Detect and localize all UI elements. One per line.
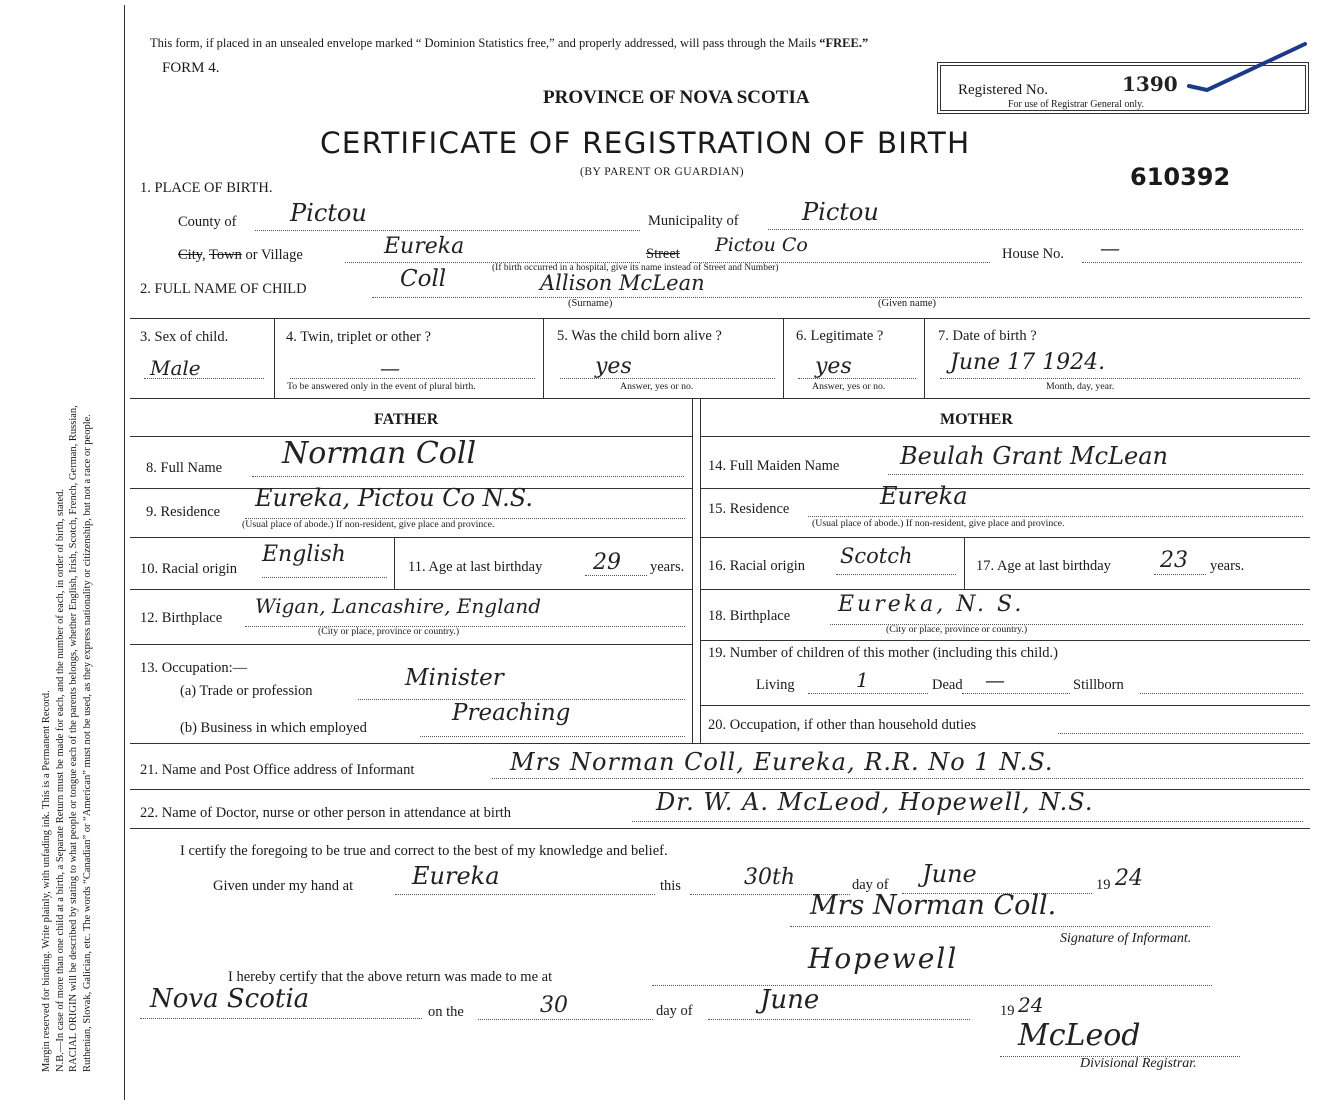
father-business: Preaching [452,700,571,726]
dob-value: June 17 1924. [950,350,1106,375]
postal-note-line [150,36,868,51]
child-surname: Coll [400,266,447,292]
dead-label: Dead [932,677,963,693]
doctor-value: Dr. W. A. McLeod, Hopewell, N.S. [656,788,1094,816]
mother-residence: Eureka [880,482,968,510]
hospital-note: (If birth occurred in a hospital, give its name instead of Street and Number) [492,263,779,273]
father-occupation-label: 13. Occupation:— [140,660,248,676]
mother-occupation-label: 20. Occupation, if other than household duties [708,717,977,733]
street-label: Street [646,246,680,262]
postal-note: This form, if placed in an unsealed envelope marked “ Dominion Statistics free,” and properly addressed, will pass through the Mails [150,36,817,50]
registrar-signature: McLeod [1018,1018,1141,1053]
street-value: Pictou Co [715,234,808,256]
given-under-label: Given under my hand at [213,878,354,894]
father-business-label: (b) Business in which employed [180,720,367,736]
city-struck: City [178,247,203,263]
registrar-day: 30 [540,993,568,1018]
twin-note: To be answered only in the event of plural birth. [287,381,476,392]
living-label: Living [756,677,795,693]
mother-children-label: 19. Number of children of this mother (including this child.) [708,645,1058,661]
cert-day: 30th [744,865,796,890]
dob-label: 7. Date of birth ? [938,328,1037,344]
father-race: English [262,542,346,567]
province-heading: PROVINCE OF NOVA SCOTIA [543,87,810,108]
mother-race-label: 16. Racial origin [708,558,806,574]
reg-day-of-label: day of [656,1003,693,1019]
father-heading: FATHER [374,411,439,428]
municipality-value: Pictou [802,198,879,226]
village-value: Eureka [384,234,465,259]
margin-note: Ruthenian, Slovak, Galician, etc. The words “Canadian” or “American” must not be used, as they express nationality or citizenship, but not a race or people. [81,414,93,1072]
cert-year-prefix: 19 [1096,877,1111,893]
sex-label: 3. Sex of child. [140,329,229,345]
house-label: House No. [1002,246,1065,262]
father-age: 29 [593,550,621,575]
father-trade: Minister [405,665,504,691]
sex-value: Male [150,356,201,380]
place-section-label: 1. PLACE OF BIRTH. [140,180,273,196]
registrar-statement: I hereby certify that the above return was made to me at [228,969,553,985]
registrar-place: Hopewell [808,942,959,975]
mother-residence-note: (Usual place of abode.) If non-resident, give place and province. [812,518,1065,529]
margin-notes [40,32,94,1072]
doctor-label: 22. Name of Doctor, nurse or other person in attendance at birth [140,805,512,821]
father-trade-label: (a) Trade or profession [180,683,313,699]
registrar-label: Divisional Registrar. [1080,1056,1197,1071]
cert-year: 24 [1115,866,1143,891]
registrar-month: June [760,985,820,1015]
informant-value: Mrs Norman Coll, Eureka, R.R. No 1 N.S. [510,748,1054,776]
certify-statement: I certify the foregoing to be true and correct to the best of my knowledge and belief. [180,843,668,859]
twin-label: 4. Twin, triplet or other ? [286,329,431,345]
given-note: (Given name) [878,298,937,309]
father-name-label: 8. Full Name [146,460,223,476]
check-mark-icon [1185,40,1315,100]
form-number: FORM 4. [162,60,220,76]
reg-year-prefix: 19 [1000,1003,1015,1019]
mother-race: Scotch [840,544,913,568]
father-age-label: 11. Age at last birthday [408,559,543,575]
mother-birthplace-note: (City or place, province or country.) [886,624,1028,635]
father-birthplace-note: (City or place, province or country.) [318,626,460,637]
mother-residence-label: 15. Residence [708,501,790,517]
twin-value: — [380,356,400,380]
on-the-label: on the [428,1004,464,1020]
living-value: 1 [856,668,869,692]
margin-note: Margin reserved for binding. Write plainly, with unfading ink. This is a Permanent Record. [41,690,52,1072]
mother-age-label: 17. Age at last birthday [976,558,1111,574]
registrar-province: Nova Scotia [150,984,310,1014]
father-residence-note: (Usual place of abode.) If non-resident, give place and province. [242,519,495,530]
father-race-label: 10. Racial origin [140,561,238,577]
father-birthplace: Wigan, Lancashire, England [255,594,542,618]
registered-label: Registered No. [958,82,1048,98]
informant-signature: Mrs Norman Coll. [810,890,1057,921]
child-given-name: Allison McLean [540,271,705,295]
legitimate-label: 6. Legitimate ? [796,328,884,344]
registrar-year: 24 [1018,993,1044,1017]
mother-heading: MOTHER [940,411,1013,428]
mother-birthplace: Eureka, N. S. [838,592,1025,617]
legitimate-note: Answer, yes or no. [812,381,886,392]
born-alive-value: yes [595,354,632,379]
father-residence-label: 9. Residence [146,504,221,520]
mother-name: Beulah Grant McLean [900,442,1168,470]
cert-month: June [922,860,977,888]
informant-label: 21. Name and Post Office address of Informant [140,762,415,778]
registered-note: For use of Registrar General only. [1008,99,1144,110]
house-value: — [1100,236,1120,260]
municipality-label: Municipality of [648,213,739,229]
mother-name-label: 14. Full Maiden Name [708,458,840,474]
serial-number: 610392 [1130,163,1231,191]
binding-line [124,5,125,1100]
dead-value: — [985,668,1005,692]
margin-note: N.B.—In case of more than one child at a birth, a Separate Return must be made for each, and the number of each, in order of birth, stated. [54,488,66,1072]
stillborn-label: Stillborn [1073,677,1124,693]
signature-label: Signature of Informant. [1060,931,1192,946]
given-place: Eureka [412,862,500,890]
day-of-label: day of [852,877,889,893]
registered-number: 1390 [1122,72,1178,96]
certificate-subtitle: (BY PARENT OR GUARDIAN) [580,166,745,178]
dob-note: Month, day, year. [1046,381,1115,392]
child-name-label: 2. FULL NAME OF CHILD [140,281,307,297]
mother-years: years. [1210,558,1245,574]
certificate-title: CERTIFICATE OF REGISTRATION OF BIRTH [320,126,971,160]
born-alive-note: Answer, yes or no. [620,381,694,392]
village-label: or Village [245,247,303,263]
town-struck: Town [209,247,242,263]
county-value: Pictou [290,199,367,227]
postal-free: “FREE.” [819,36,869,50]
margin-note: RACIAL ORIGIN will be described by stating to what people or tongue each of the parents belongs, whether English, Irish, Scotch, French, German, Russian, [68,405,80,1072]
mother-birthplace-label: 18. Birthplace [708,608,791,624]
born-alive-label: 5. Was the child born alive ? [557,328,722,344]
county-label: County of [178,214,237,230]
father-name: Norman Coll [282,436,477,471]
this-label: this [660,878,681,894]
mother-age: 23 [1160,548,1188,573]
village-label-line: City, Town or Village [178,247,303,263]
father-residence: Eureka, Pictou Co N.S. [255,484,533,512]
father-years: years. [650,559,685,575]
father-birthplace-label: 12. Birthplace [140,610,223,626]
legitimate-value: yes [815,354,852,379]
surname-note: (Surname) [568,298,613,309]
